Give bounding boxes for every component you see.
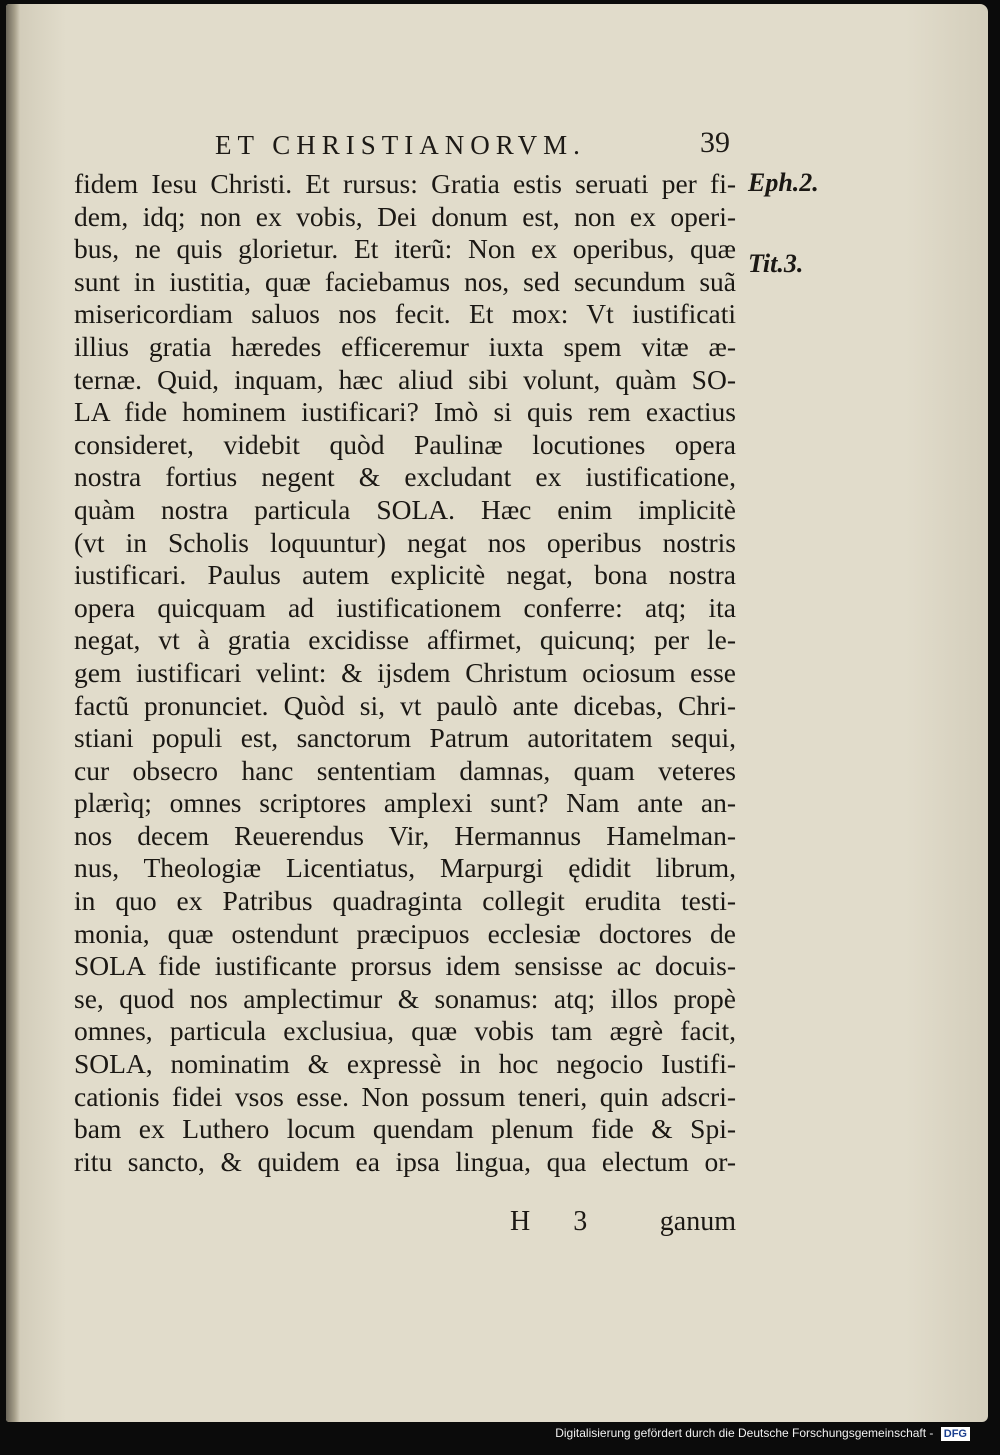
text-line: omnes, particula exclusiua, quæ vobis tam ægrè facit,: [74, 1015, 736, 1047]
text-line: gem iustificari velint: & ijsdem Christum ociosum esse: [74, 656, 736, 688]
catchword: ganum: [659, 1206, 736, 1237]
signature-mark: H 3: [510, 1206, 606, 1237]
text-line: factũ pronunciet. Quòd si, vt paulò ante dicebas, Chri-: [74, 689, 736, 721]
running-head-title: ET CHRISTIANORVM.: [215, 130, 586, 160]
digitization-credit: [555, 1425, 970, 1441]
marginal-note-ephesians: Eph.2.: [748, 168, 819, 197]
text-line: nus, Theologiæ Licentiatus, Marpurgi ędidit librum,: [74, 852, 736, 884]
text-line: bam ex Luthero locum quendam plenum fide & Spi-: [74, 1113, 736, 1145]
text-line: nostra fortius negent & excludant ex iustificatione,: [74, 461, 736, 493]
body-text: [74, 168, 736, 1178]
text-line: monia, quæ ostendunt præcipuos ecclesiæ doctores de: [74, 917, 736, 949]
text-line: dem, idq; non ex vobis, Dei donum est, non ex operi-: [74, 200, 736, 232]
text-line: nos decem Reuerendus Vir, Hermannus Hamelman-: [74, 819, 736, 851]
text-line: iustificari. Paulus autem explicitè negat, bona nostra: [74, 559, 736, 591]
text-line: se, quod nos amplectimur & sonamus: atq; illos propè: [74, 982, 736, 1014]
page-number: 39: [700, 126, 730, 159]
page-foot: [74, 1206, 736, 1242]
text-line: illius gratia hæredes efficeremur iuxta spem vitæ æ-: [74, 330, 736, 362]
text-line: cationis fidei vsos esse. Non possum teneri, quin adscri-: [74, 1080, 736, 1112]
text-line: consideret, videbit quòd Paulinæ locutiones opera: [74, 428, 736, 460]
text-line: stiani populi est, sanctorum Patrum autoritatem sequi,: [74, 722, 736, 754]
text-line: fidem Iesu Christi. Et rursus: Gratia estis seruati per fi-: [74, 168, 736, 199]
dfg-logo: DFG: [941, 1427, 970, 1441]
credit-text: Digitalisierung gefördert durch die Deutsche Forschungsgemeinschaft -: [555, 1426, 934, 1440]
text-line: SOLA, nominatim & expressè in hoc negocio Iustifi-: [74, 1048, 736, 1080]
text-line: in quo ex Patribus quadraginta collegit erudita testi-: [74, 885, 736, 917]
text-line: bus, ne quis glorietur. Et iterũ: Non ex operibus, quæ: [74, 233, 736, 265]
text-line: misericordiam saluos nos fecit. Et mox: Vt iustificati: [74, 298, 736, 330]
text-line: cur obsecro hanc sententiam damnas, quam veteres: [74, 754, 736, 786]
text-line: quàm nostra particula SOLA. Hæc enim implicitè: [74, 493, 736, 525]
text-line: ternæ. Quid, inquam, hæc aliud sibi volunt, quàm SO-: [74, 363, 736, 395]
text-line: sunt in iustitia, quæ faciebamus nos, sed secundum suã: [74, 265, 736, 297]
running-head: [215, 126, 745, 166]
text-line: negat, vt à gratia excidisse affirmet, quicunq; per le-: [74, 624, 736, 656]
page-shadow-edge: [6, 4, 20, 1422]
text-line: ritu sancto, & quidem ea ipsa lingua, qua electum or-: [74, 1145, 736, 1177]
text-line: plærìq; omnes scriptores amplexi sunt? Nam ante an-: [74, 787, 736, 819]
text-line: (vt in Scholis loquuntur) negat nos operibus nostris: [74, 526, 736, 558]
text-line: LA fide hominem iustificari? Imò si quis rem exactius: [74, 396, 736, 428]
text-line: opera quicquam ad iustificationem conferre: atq; ita: [74, 591, 736, 623]
marginal-note-titus: Tit.3.: [748, 249, 804, 278]
text-line: SOLA fide iustificante prorsus idem sensisse ac docuis-: [74, 950, 736, 982]
